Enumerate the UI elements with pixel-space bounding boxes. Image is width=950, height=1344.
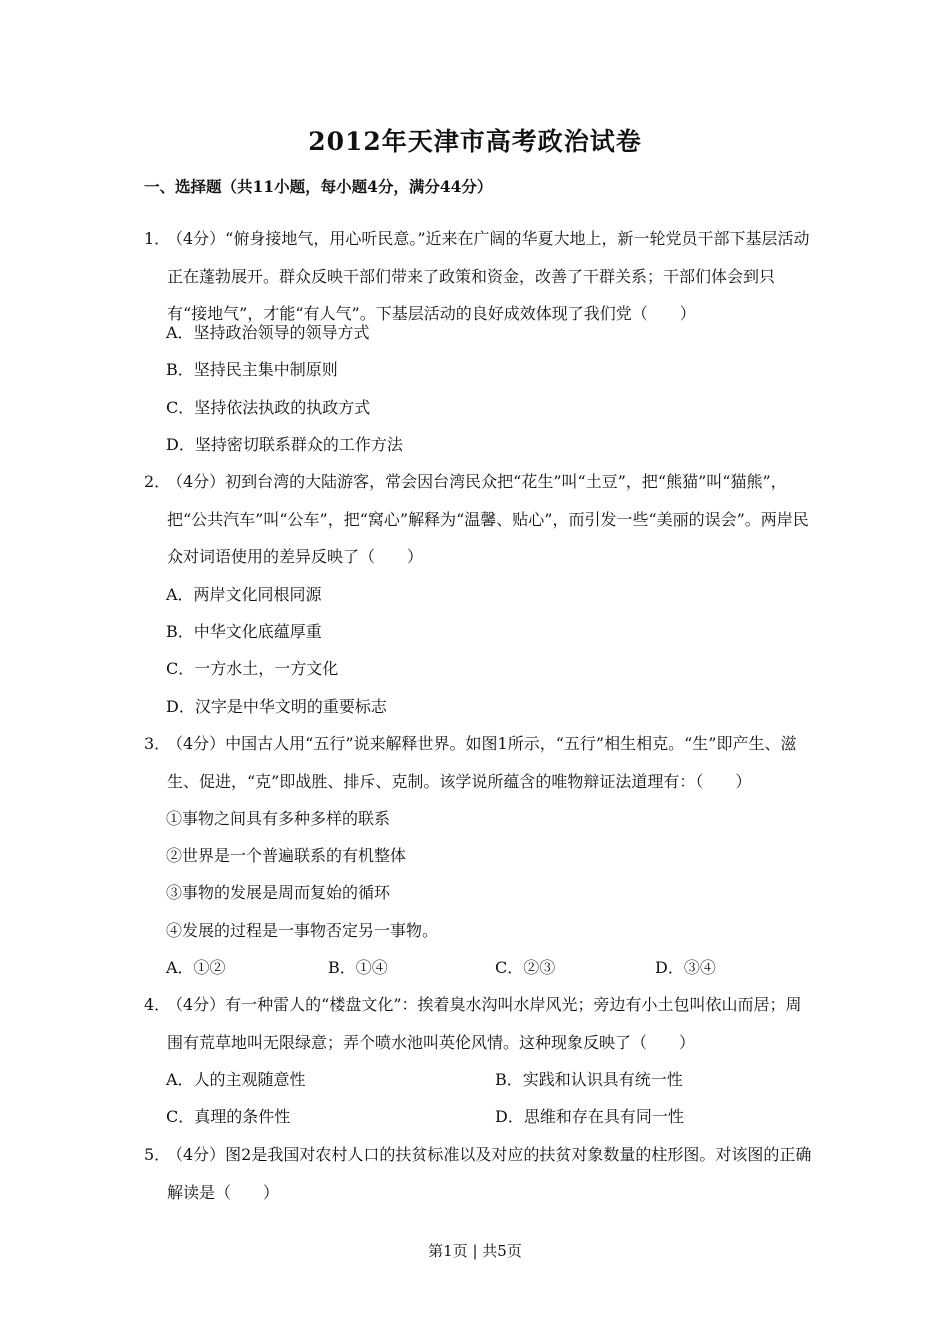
q4-option-b: B．实践和认识具有统一性 xyxy=(495,1070,683,1089)
page-footer: 第1页 | 共5页 xyxy=(428,1242,522,1260)
question-text: （4分）中国古人用“五行”说来解释世界。如图1所示，“五行”相生相克。“生”即产生、滋生、促进，“克”即战胜、排斥、克制。该学说所蕴含的唯物辩证法道理有：（ ） xyxy=(167,734,797,791)
question-2 xyxy=(144,463,814,576)
q3-statement-2: ②世界是一个普遍联系的有机整体 xyxy=(166,846,407,865)
q1-option-b: B．坚持民主集中制原则 xyxy=(166,360,338,379)
section-heading: 一、选择题（共11小题，每小题4分，满分44分） xyxy=(144,177,493,196)
q3-option-c: C．②③ xyxy=(495,958,556,977)
question-number: 5． xyxy=(144,1145,171,1164)
q1-option-c: C．坚持依法执政的执政方式 xyxy=(166,398,371,417)
q3-option-d: D．③④ xyxy=(655,958,716,977)
question-number: 3． xyxy=(144,734,171,753)
question-number: 2． xyxy=(144,472,171,491)
question-number: 1． xyxy=(144,229,171,248)
q2-option-a: A．两岸文化同根同源 xyxy=(166,585,322,604)
q1-option-a: A．坚持政治领导的领导方式 xyxy=(166,323,370,342)
page-title: 2012年天津市高考政治试卷 xyxy=(308,127,642,156)
q3-statement-1: ①事物之间具有多种多样的联系 xyxy=(166,809,391,828)
question-number: 4． xyxy=(144,995,171,1014)
q3-statement-3: ③事物的发展是周而复始的循环 xyxy=(166,883,391,902)
q1-option-d: D．坚持密切联系群众的工作方法 xyxy=(166,435,403,454)
q2-option-c: C．一方水土，一方文化 xyxy=(166,659,339,678)
question-text: （4分）“俯身接地气，用心听民意。”近来在广阔的华夏大地上，新一轮党员干部下基层活动正在蓬勃展开。群众反映干部们带来了政策和资金，改善了干群关系；干部们体会到只有“接地气”，才能“有人气”。下基层活动的良好成效体现了我们党（ ） xyxy=(167,229,810,323)
q3-option-b: B．①④ xyxy=(328,958,388,977)
q2-option-b: B．中华文化底蕴厚重 xyxy=(166,622,322,641)
q4-option-c: C．真理的条件性 xyxy=(166,1107,291,1126)
q4-option-d: D．思维和存在具有同一性 xyxy=(495,1107,684,1126)
question-3 xyxy=(144,725,814,800)
question-text: （4分）有一种雷人的“楼盘文化”：挨着臭水沟叫水岸风光；旁边有小土包叫依山而居；周围有荒草地叫无限绿意；弄个喷水池叫英伦风情。这种现象反映了（ ） xyxy=(167,995,802,1052)
question-5 xyxy=(144,1136,814,1211)
question-text: （4分）初到台湾的大陆游客，常会因台湾民众把“花生”叫“土豆”，把“熊猫”叫“猫熊”，把“公共汽车”叫“公车”，把“窝心”解释为“温馨、贴心”，而引发一些“美丽的误会”。两岸民众对词语使用的差异反映了（ ） xyxy=(167,472,809,566)
q2-option-d: D．汉字是中华文明的重要标志 xyxy=(166,697,387,716)
question-text: （4分）图2是我国对农村人口的扶贫标准以及对应的扶贫对象数量的柱形图。对该图的正确解读是（ ） xyxy=(167,1145,812,1202)
q4-option-a: A．人的主观随意性 xyxy=(166,1070,306,1089)
q3-statement-4: ④发展的过程是一事物否定另一事物。 xyxy=(166,921,439,940)
question-4 xyxy=(144,986,814,1061)
q3-option-a: A．①② xyxy=(166,958,226,977)
